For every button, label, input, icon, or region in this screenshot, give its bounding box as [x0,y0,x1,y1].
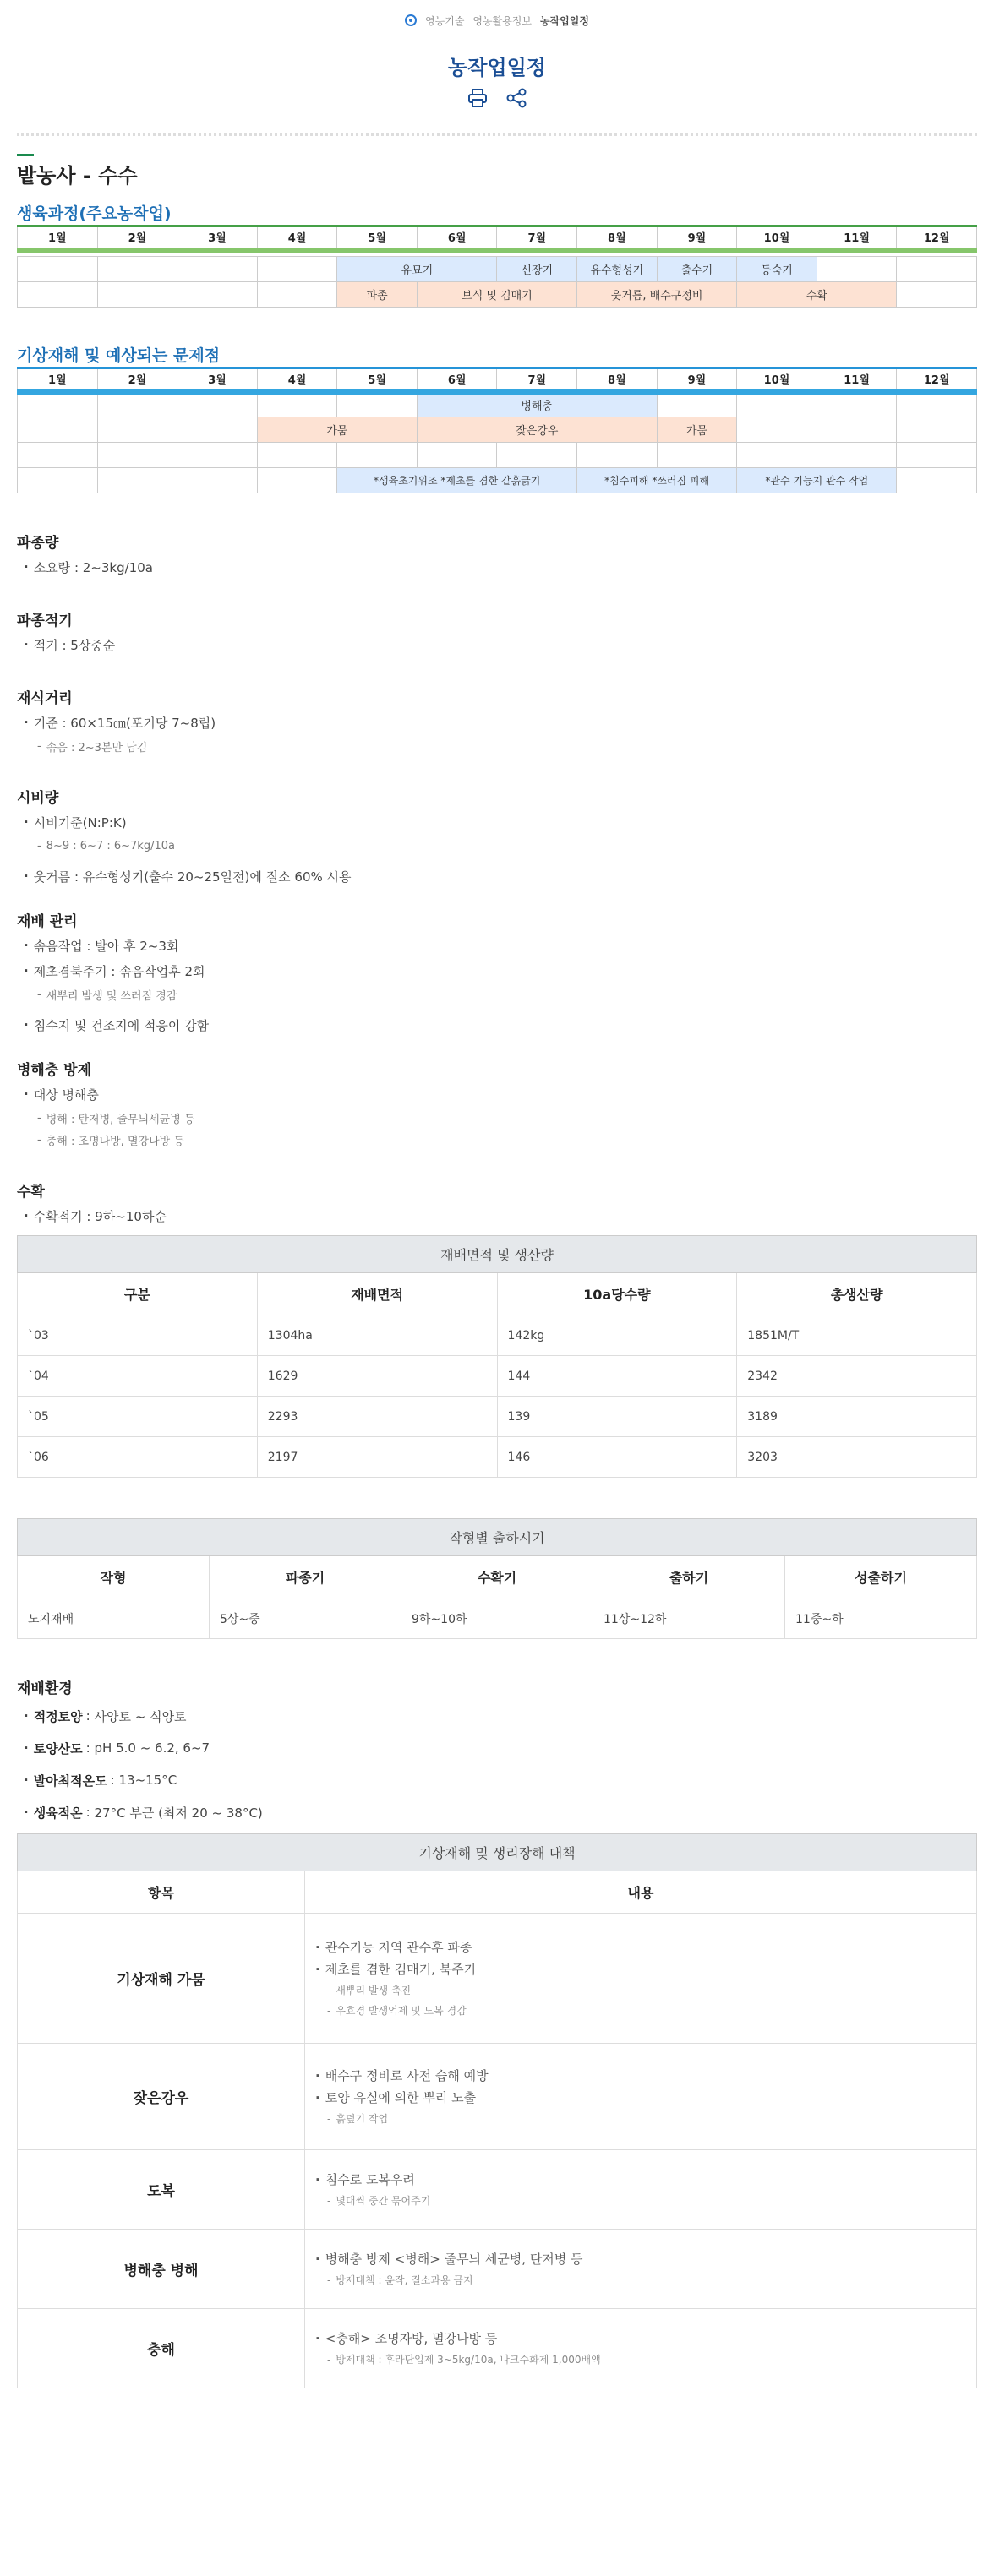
list-item: · 수확적기 : 9하~10하순 [17,1203,977,1228]
env-section [17,1673,977,1828]
list-item: · 제초를 겸한 김매기, 북주기 [315,1958,976,1980]
section-label: 재배 관리 [17,913,78,930]
column-header: 총생산량 [737,1273,977,1315]
table-cell: 139 [497,1397,737,1437]
table-row [18,1914,977,2044]
sub-item: - 흙덮기 작업 [315,2109,976,2129]
env-item: · 적정토양 : 사양토 ~ 식양토 [17,1700,977,1732]
table-row [18,1397,977,1437]
breadcrumb-item[interactable]: 영농기술 [425,14,465,27]
table-row [18,1315,977,1356]
sub-item: - 방제대책 : 후라단입제 3~5kg/10a, 나크수화제 1,000배액 [315,2350,976,2370]
month-header: 7월 [497,368,577,392]
env-key: · 생육적온 [33,1805,83,1821]
month-header: 9월 [657,368,737,392]
table-cell: `05 [18,1397,258,1437]
table-cell: 1304ha [257,1315,497,1356]
month-header: 4월 [257,368,337,392]
hazard-cell: 가뭄 [257,417,417,443]
env-item: · 토양산도 : pH 5.0 ~ 6.2, 6~7 [17,1732,977,1764]
shipping-table [17,1518,977,1639]
hazard-calendar [17,367,977,493]
env-value: 13~15°C [118,1773,178,1788]
pest-section [17,1054,977,1151]
area-production-table [17,1235,977,1478]
breadcrumb [17,0,977,34]
column-header: 내용 [305,1871,977,1914]
month-header: 3월 [178,226,258,250]
column-header: 출하기 [593,1556,785,1598]
table-caption: 기상재해 및 생리장해 대책 [18,1834,977,1871]
crop-title: 밭농사 - 수수 [17,154,977,188]
stage-cell: 출수기 [657,257,737,282]
share-button[interactable] [505,86,528,110]
mgmt-section [17,906,977,1037]
problem-cell: *생육초기위조 *제초를 겸한 같흙긁기 [337,468,577,493]
sub-item: - 새뿌리 발생 촉진 [315,1980,976,2001]
month-header: 8월 [577,226,658,250]
sub-item: - 충해 : 조명나방, 멸강나방 등 [17,1129,977,1151]
problem-cell: *침수피해 *쓰러짐 피해 [577,468,737,493]
table-caption: 작형별 출하시기 [18,1519,977,1556]
stage-cell: 유수형성기 [577,257,658,282]
fert-section [17,782,977,889]
share-icon [505,87,527,109]
table-row [18,2044,977,2150]
env-value: 사양토 ~ 식양토 [94,1708,187,1724]
stage-cell: 신장기 [497,257,577,282]
hazard-cell: 잦은강우 [417,417,657,443]
env-key: · 적정토양 [33,1708,83,1724]
list-item: · 병해충 방제 <병해> 줄무늬 세균병, 탄저병 등 [315,2248,976,2270]
month-header: 2월 [97,226,178,250]
list-item: · 관수기능 지역 관수후 파종 [315,1936,976,1958]
sub-item: - 8~9 : 6~7 : 6~7kg/10a [17,835,977,857]
list-item: · 시비기준(N:P:K) [17,809,977,835]
print-button[interactable] [466,86,489,110]
home-icon[interactable] [405,14,417,26]
month-header: 9월 [657,226,737,250]
month-header: 3월 [178,368,258,392]
print-icon [467,87,489,109]
month-header: 5월 [337,368,418,392]
table-cell: 9하~10하 [401,1598,593,1639]
table-row [18,2309,977,2388]
column-header: 재배면적 [257,1273,497,1315]
stage-cell: 등숙기 [737,257,817,282]
month-header: 10월 [737,368,817,392]
growth-calendar [17,225,977,308]
stage-cell: 유묘기 [337,257,497,282]
month-header: 8월 [577,368,658,392]
table-cell: 146 [497,1437,737,1478]
column-header: 파종기 [210,1556,401,1598]
section-label: 수확 [17,1184,45,1201]
table-cell: 3203 [737,1437,977,1478]
month-header: 6월 [417,226,497,250]
table-cell: `03 [18,1315,258,1356]
env-key: · 발아최적온도 [33,1773,107,1789]
month-header: 5월 [337,226,418,250]
column-header: 작형 [18,1556,210,1598]
row-label: 충해 [18,2309,305,2388]
env-item: · 발아최적온도 : 13~15°C [17,1764,977,1796]
hazard-cell: 가뭄 [657,417,737,443]
harvest-section [17,1176,977,1228]
section-label: 시비량 [17,790,59,807]
countermeasure-table [17,1833,977,2388]
table-cell: `04 [18,1356,258,1397]
section-label: 재식거리 [17,690,73,707]
env-item: · 생육적온 : 27°C 부근 (최저 20 ~ 38°C) [17,1796,977,1828]
month-header: 11월 [816,368,897,392]
month-header: 12월 [897,226,977,250]
table-row [18,1437,977,1478]
list-item: · 대상 병해충 [17,1081,977,1107]
list-item: · 침수지 및 건조지에 적응이 강함 [17,1012,977,1037]
month-header: 2월 [97,368,178,392]
section-label: 병해충 방제 [17,1062,92,1079]
page-title: 농작업일정 [448,56,546,79]
row-label: 기상재해 가뭄 [18,1914,305,2044]
table-cell: `06 [18,1437,258,1478]
table-cell: 1851M/T [737,1315,977,1356]
section-label: 재배환경 [17,1680,73,1697]
growth-heading: 생육과정(주요농작업) [17,204,172,223]
list-item: · 제초겸북주기 : 솎음작업후 2회 [17,958,977,983]
table-caption: 재배면적 및 생산량 [18,1236,977,1273]
table-cell: 144 [497,1356,737,1397]
list-item: · 침수로 도복우려 [315,2169,976,2191]
sub-item: - 새뿌리 발생 및 쓰러짐 경감 [17,983,977,1005]
row-label: 잦은강우 [18,2044,305,2150]
month-header: 6월 [417,368,497,392]
month-header: 7월 [497,226,577,250]
table-cell: 11중~하 [785,1598,977,1639]
column-header: 성출하기 [785,1556,977,1598]
sub-item: - 방제대책 : 윤작, 질소과용 금지 [315,2270,976,2290]
table-row [18,1356,977,1397]
env-value: 27°C 부근 (최저 20 ~ 38°C) [94,1805,263,1821]
row-label: 도복 [18,2150,305,2230]
column-header: 10a당수량 [497,1273,737,1315]
toolbar [17,86,977,117]
month-header: 11월 [816,226,897,250]
month-header: 1월 [18,368,98,392]
breadcrumb-current: 농작업일정 [539,14,589,27]
section-label: 파종량 [17,535,59,552]
table-cell: 노지재배 [18,1598,210,1639]
page [17,0,977,2388]
month-header: 1월 [18,226,98,250]
table-cell: 3189 [737,1397,977,1437]
sub-item: - 솎음 : 2~3본만 남김 [17,735,977,757]
list-item: · 웃거름 : 유수형성기(출수 20~25일전)에 질소 60% 시용 [17,863,977,889]
row-label: 병해충 병해 [18,2230,305,2309]
table-row [18,2230,977,2309]
table-row [18,2150,977,2230]
sub-item: - 몇대씩 중간 묶어주기 [315,2191,976,2211]
list-item: · 솎음작업 : 발아 후 2~3회 [17,933,977,958]
seed-time-section [17,605,977,657]
divider [17,133,977,137]
list-item: · 배수구 정비로 사전 습해 예방 [315,2065,976,2087]
table-cell: 1629 [257,1356,497,1397]
env-value: pH 5.0 ~ 6.2, 6~7 [94,1740,210,1756]
table-cell: 2197 [257,1437,497,1478]
sub-item: - 병해 : 탄저병, 줄무늬세균병 등 [17,1107,977,1129]
list-item: · 소요량 : 2~3kg/10a [17,554,977,580]
table-cell: 11상~12하 [593,1598,785,1639]
month-header: 12월 [897,368,977,392]
table-cell: 142kg [497,1315,737,1356]
env-key: · 토양산도 [33,1740,83,1756]
hazard-heading: 기상재해 및 예상되는 문제점 [17,346,221,365]
list-item: · 기준 : 60×15㎝(포기당 7~8립) [17,710,977,735]
hazard-cell: 병해충 [417,392,657,417]
column-header: 수확기 [401,1556,593,1598]
list-item: · <충해> 조명자방, 멸강나방 등 [315,2328,976,2350]
sub-item: - 우효경 발생억제 및 도복 경감 [315,2001,976,2021]
list-item: · 적기 : 5상중순 [17,632,977,657]
column-header: 항목 [18,1871,305,1914]
month-header: 10월 [737,226,817,250]
month-header: 4월 [257,226,337,250]
table-cell: 5상~중 [210,1598,401,1639]
section-label: 파종적기 [17,613,73,629]
list-item: · 토양 유실에 의한 뿌리 노출 [315,2087,976,2109]
task-cell: 파종 [337,282,418,308]
table-cell: 2342 [737,1356,977,1397]
task-cell: 웃거름, 배수구정비 [577,282,737,308]
seeding-section [17,527,977,580]
task-cell: 보식 및 김매기 [417,282,576,308]
column-header: 구분 [18,1273,258,1315]
spacing-section [17,683,977,757]
task-cell: 수확 [737,282,897,308]
table-cell: 2293 [257,1397,497,1437]
problem-cell: *관수 기능지 관수 작업 [737,468,897,493]
table-row [18,1598,977,1639]
breadcrumb-item[interactable]: 영농활용정보 [472,14,532,27]
